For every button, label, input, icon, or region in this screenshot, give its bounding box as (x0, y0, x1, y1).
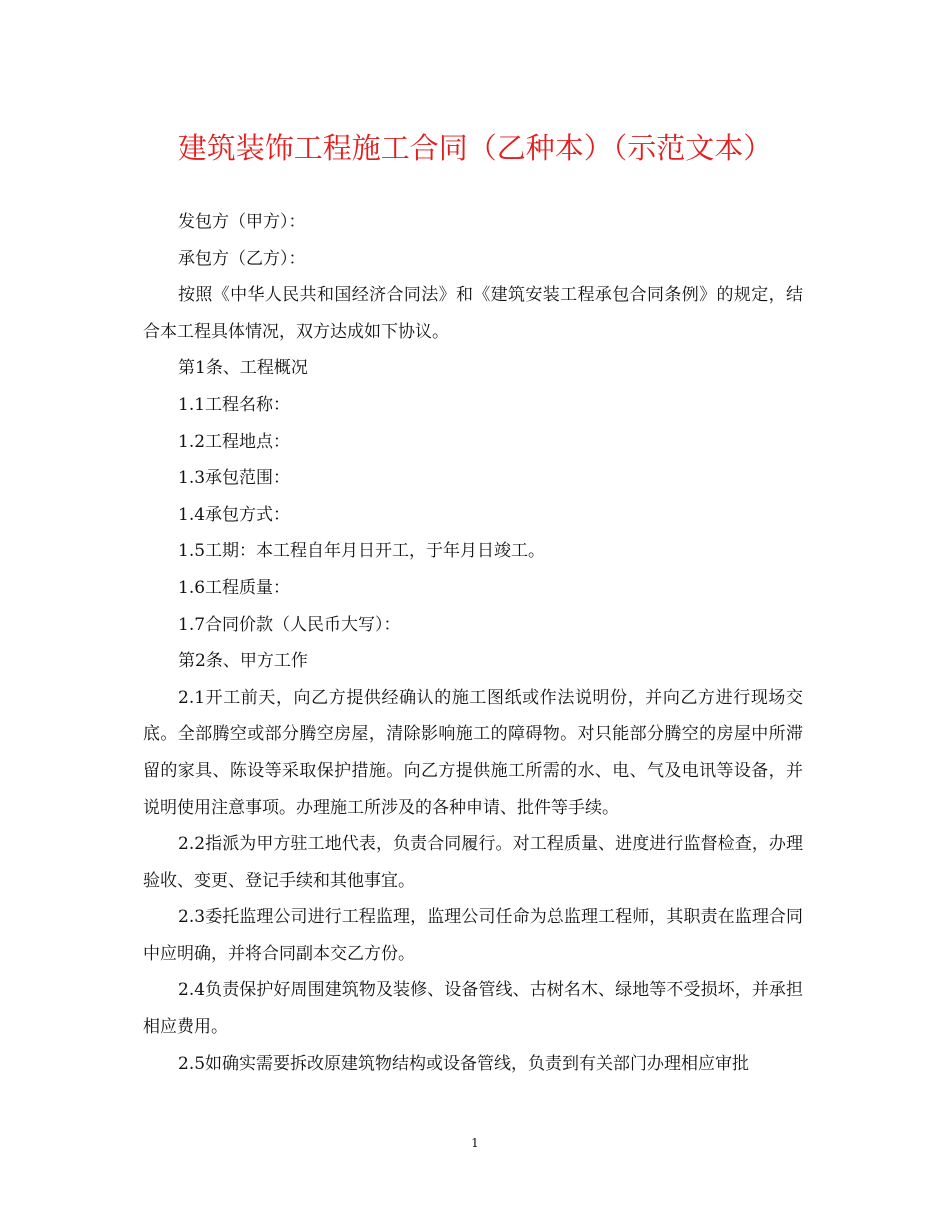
document-title: 建筑装饰工程施工合同（乙种本）（示范文本） (177, 131, 773, 165)
paragraph-party-a: 发包方（甲方）： (178, 212, 306, 232)
paragraph-preamble: 按照《中华人民共和国经济合同法》和《建筑安装工程承包合同条例》的规定，结合本工程具体情况，双方达成如下协议。 (143, 285, 803, 342)
clause-1-1: 1.1工程名称： (178, 394, 291, 415)
clause-1-5: 1.5工期：本工程自年月日开工，于年月日竣工。 (178, 541, 546, 562)
page-number: 1 (471, 1136, 479, 1150)
article-2-heading: 第2条、甲方工作 (178, 651, 308, 672)
clause-2-3: 2.3委托监理公司进行工程监理，监理公司任命为总监理工程师，其职责在监理合同中应明确，并将合同副本交乙方份。 (143, 907, 803, 964)
clause-2-2: 2.2指派为甲方驻工地代表，负责合同履行。对工程质量、进度进行监督检查，办理验收、变更、登记手续和其他事宜。 (143, 834, 803, 891)
clause-2-1: 2.1开工前天，向乙方提供经确认的施工图纸或作法说明份，并向乙方进行现场交底。全部腾空或部分腾空房屋，清除影响施工的障碍物。对只能部分腾空的房屋中所滞留的家具、陈设等采取保护措施。向乙方提供施工所需的水、电、气及电讯等设备，并说明使用注意事项。办理施工所涉及的各种申请、批件等手续。 (143, 687, 803, 818)
clause-1-6: 1.6工程质量： (178, 577, 291, 598)
paragraph-party-b: 承包方（乙方）： (178, 248, 306, 269)
clause-2-5: 2.5如确实需要拆改原建筑物结构或设备管线，负责到有关部门办理相应审批 (178, 1053, 750, 1074)
clause-2-4: 2.4负责保护好周围建筑物及装修、设备管线、古树名木、绿地等不受损坏，并承担相应费用。 (143, 980, 803, 1038)
clause-1-2: 1.2工程地点： (178, 431, 291, 452)
clause-1-7: 1.7合同价款（人民币大写）： (178, 614, 401, 635)
clause-1-4: 1.4承包方式： (178, 504, 291, 525)
article-1-heading: 第1条、工程概况 (178, 358, 308, 379)
document-body (143, 204, 803, 1082)
clause-1-3: 1.3承包范围： (178, 468, 291, 489)
